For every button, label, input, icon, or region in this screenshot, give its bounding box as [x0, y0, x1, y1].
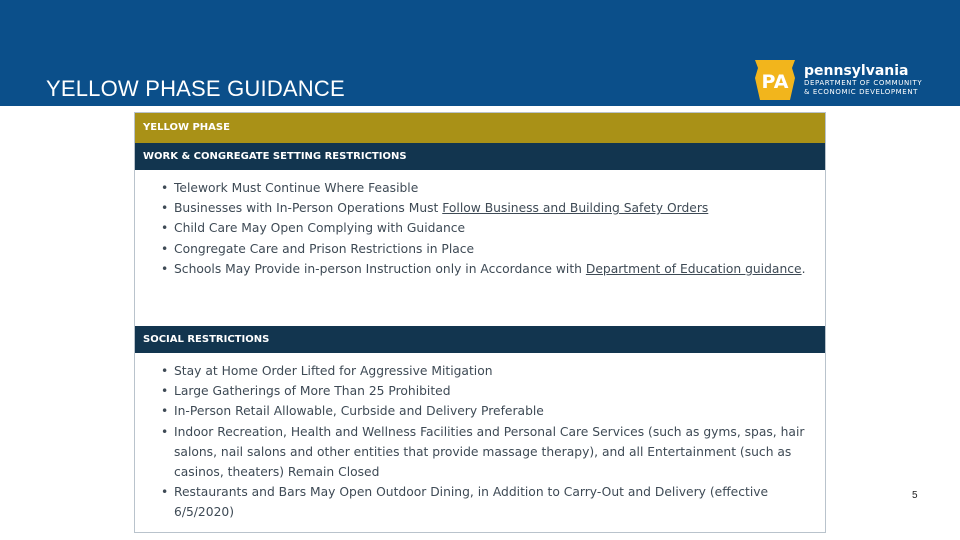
list-item: [135, 259, 815, 279]
item-text: .: [801, 261, 806, 276]
list-item: [135, 381, 815, 401]
item-text: Large Gatherings of More Than 25 Prohibited: [174, 384, 451, 399]
item-text: In-Person Retail Allowable, Curbside and Delivery Preferable: [174, 404, 544, 419]
work-section-heading: WORK & CONGREGATE SETTING RESTRICTIONS: [135, 143, 825, 170]
page-number: 5: [912, 490, 918, 501]
list-item: [135, 361, 815, 381]
list-item: [135, 482, 815, 522]
pa-dced-logo: [752, 58, 922, 102]
item-text: Congregate Care and Prison Restrictions in Place: [174, 241, 475, 256]
list-item: [135, 198, 815, 218]
social-section-heading: SOCIAL RESTRICTIONS: [135, 326, 825, 353]
item-text: Indoor Recreation, Health and Wellness Facilities and Personal Care Services (such as gyms, spas, hair salons, nail salons and other entities that provide massage therapy), and all Entertainment (such as casinos, theaters) Remain Closed: [174, 424, 805, 480]
logo-subline-1: DEPARTMENT OF COMMUNITY: [804, 79, 923, 87]
bullet-icon: •: [161, 181, 169, 195]
logo-subline-2: & ECONOMIC DEVELOPMENT: [804, 88, 919, 96]
logo-name: pennsylvania: [804, 63, 909, 79]
safety-orders-link[interactable]: Follow Business and Building Safety Orders: [442, 201, 709, 216]
social-section-body: [135, 353, 825, 523]
list-item: [135, 239, 815, 259]
slide-title: YELLOW PHASE GUIDANCE: [46, 76, 345, 101]
keystone-icon: [752, 58, 798, 102]
item-text: Businesses with In-Person Operations Must: [174, 201, 443, 216]
list-item: [135, 422, 815, 483]
phase-header: YELLOW PHASE: [135, 113, 825, 143]
bullet-icon: •: [161, 241, 169, 256]
bullet-icon: •: [161, 384, 169, 399]
item-text: Restaurants and Bars May Open Outdoor Dining, in Addition to Carry-Out and Delivery (effective 6/5/2020): [174, 485, 769, 520]
bullet-icon: •: [161, 485, 169, 500]
guidance-panel: [134, 112, 826, 533]
education-guidance-link[interactable]: Department of Education guidance: [585, 261, 802, 276]
item-text: Stay at Home Order Lifted for Aggressive Mitigation: [174, 364, 493, 378]
list-item: [135, 401, 815, 421]
bullet-icon: •: [161, 221, 169, 236]
bullet-icon: •: [161, 201, 169, 216]
logo-mark: PA: [761, 71, 789, 93]
bullet-icon: •: [161, 364, 169, 378]
social-restrictions-list: [135, 361, 815, 523]
list-item: [135, 178, 815, 198]
bullet-icon: •: [161, 424, 169, 439]
bullet-icon: •: [161, 404, 169, 419]
work-section-body: [135, 170, 825, 326]
item-text: Schools May Provide in-person Instruction only in Accordance with: [174, 261, 586, 276]
item-text: Child Care May Open Complying with Guidance: [174, 221, 466, 236]
work-restrictions-list: [135, 178, 815, 279]
list-item: [135, 218, 815, 238]
bullet-icon: •: [161, 261, 169, 276]
item-text: Telework Must Continue Where Feasible: [174, 181, 419, 195]
